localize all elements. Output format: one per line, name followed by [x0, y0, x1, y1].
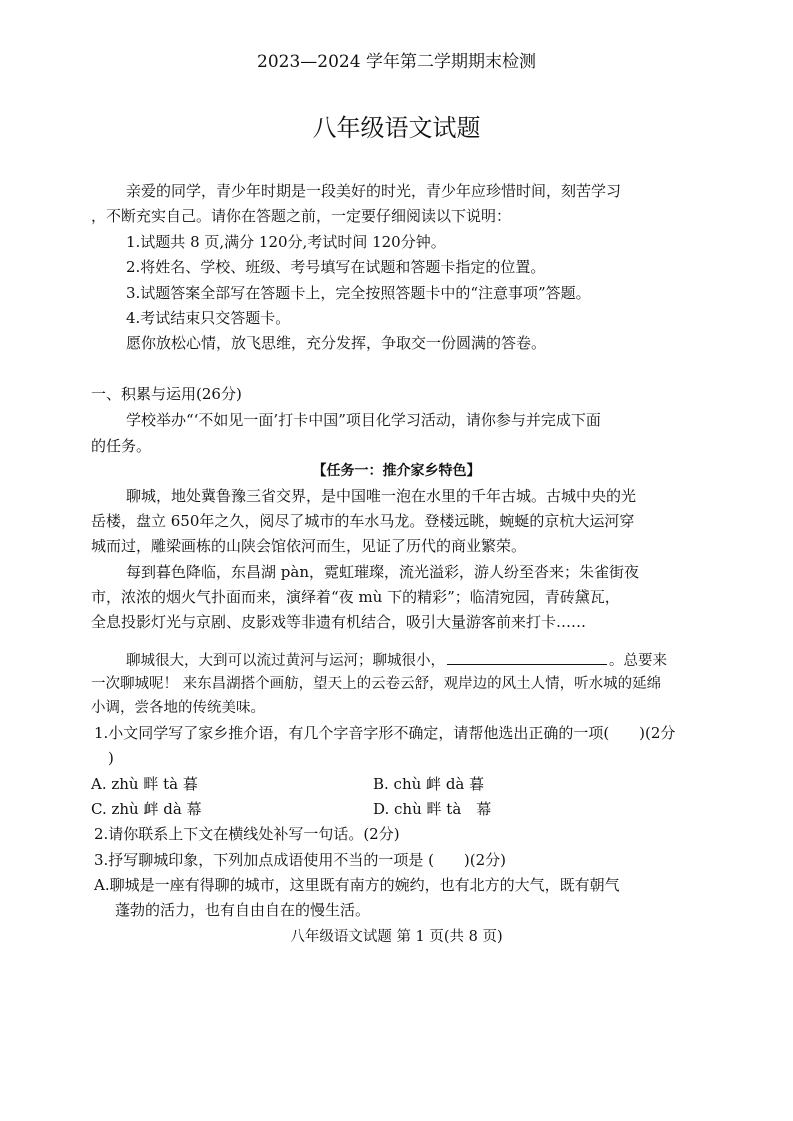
- task-title: 【任务一：推介家乡特色】: [312, 463, 481, 479]
- intro-greeting-line1: 亲爱的同学，青少年时期是一段美好的时光，青少年应珍惜时间，刻苦学习: [126, 182, 622, 200]
- question-1-continued: ): [108, 749, 114, 767]
- passage-line: 城而过，雕梁画栋的山陕会馆依河而生，见证了历代的商业繁荣。: [91, 537, 527, 555]
- intro-greeting-line2: ，不断充实自己。请你在答题之前，一定要仔细阅读以下说明：: [91, 207, 512, 225]
- section-desc-line2: 的任务。: [91, 437, 152, 455]
- question-3-option-a-line2: 蓬勃的活力，也有自由自在的慢生活。: [115, 901, 371, 919]
- page-title: 八年级语文试题: [312, 114, 481, 142]
- rule-item: 4.考试结束只交答题卡。: [126, 309, 291, 327]
- passage-line: 小调，尝各地的传统美味。: [91, 700, 265, 716]
- passage-line: 聊城，地处冀鲁豫三省交界，是中国唯一泡在水里的千年古城。古城中央的光: [126, 487, 637, 505]
- exam-period-header: 2023—2024 学年第二学期期末检测: [257, 52, 536, 72]
- intro-wish: 愿你放松心情，放飞思维，充分发挥，争取交一份圆满的答卷。: [126, 334, 547, 352]
- question-3-option-a-line1: A.聊城是一座有得聊的城市，这里既有南方的婉约，也有北方的大气，既有朝气: [94, 876, 620, 894]
- passage-text: 聊城很大，大到可以流过黄河与运河；聊城很小，: [126, 653, 445, 669]
- section-desc-line1: 学校举办“‘不如见一面’打卡中国”项目化学习活动，请你参与并完成下面: [126, 411, 601, 429]
- passage-line: 一次聊城呢！ 来东昌湖搭个画舫，望天上的云卷云舒，观岸边的风土人情，听水城的延绵: [91, 676, 662, 692]
- option-c: C. zhù 衅 dà 幕: [91, 800, 202, 818]
- question-3: 3.抒写聊城印象，下列加点成语使用不当的一项是 ( )(2分): [94, 851, 507, 869]
- page-footer: 八年级语文试题 第 1 页(共 8 页): [290, 929, 503, 945]
- passage-line-with-blank: [126, 649, 667, 671]
- passage-text: 。总要来: [609, 653, 667, 669]
- passage-line: 全息投影灯光与京剧、皮影戏等非遗有机结合，吸引大量游客前来打卡……: [91, 613, 587, 631]
- rule-item: 3.试题答案全部写在答题卡上，完全按照答题卡中的“注意事项”答题。: [126, 284, 591, 302]
- question-2: 2.请你联系上下文在横线处补写一句话。(2分): [94, 825, 400, 843]
- passage-line: 每到暮色降临，东昌湖 pàn，霓虹璀璨，流光溢彩，游人纷至沓来；朱雀街夜: [126, 563, 639, 581]
- rule-item: 1.试题共 8 页,满分 120分,考试时间 120分钟。: [126, 233, 446, 251]
- answer-blank[interactable]: [447, 649, 607, 665]
- option-b: B. chù 衅 dà 暮: [373, 775, 485, 793]
- option-d: D. chù 畔 tà 幕: [373, 800, 492, 818]
- option-a: A. zhù 畔 tà 暮: [91, 775, 198, 793]
- question-1: 1.小文同学写了家乡推介语，有几个字音字形不确定，请帮他选出正确的一项( )(2分: [94, 724, 676, 742]
- rule-item: 2.将姓名、学校、班级、考号填写在试题和答题卡指定的位置。: [126, 258, 546, 276]
- section-heading: 一、积累与运用(26分): [91, 385, 242, 403]
- passage-line: 岳楼，盘立 650年之久，阅尽了城市的车水马龙。登楼远眺，蜿蜒的京杭大运河穿: [91, 512, 635, 530]
- passage-line: 市，浓浓的烟火气扑面而来，演绎着“夜 mù 下的精彩”；临清宛园，青砖黛瓦，: [91, 588, 620, 606]
